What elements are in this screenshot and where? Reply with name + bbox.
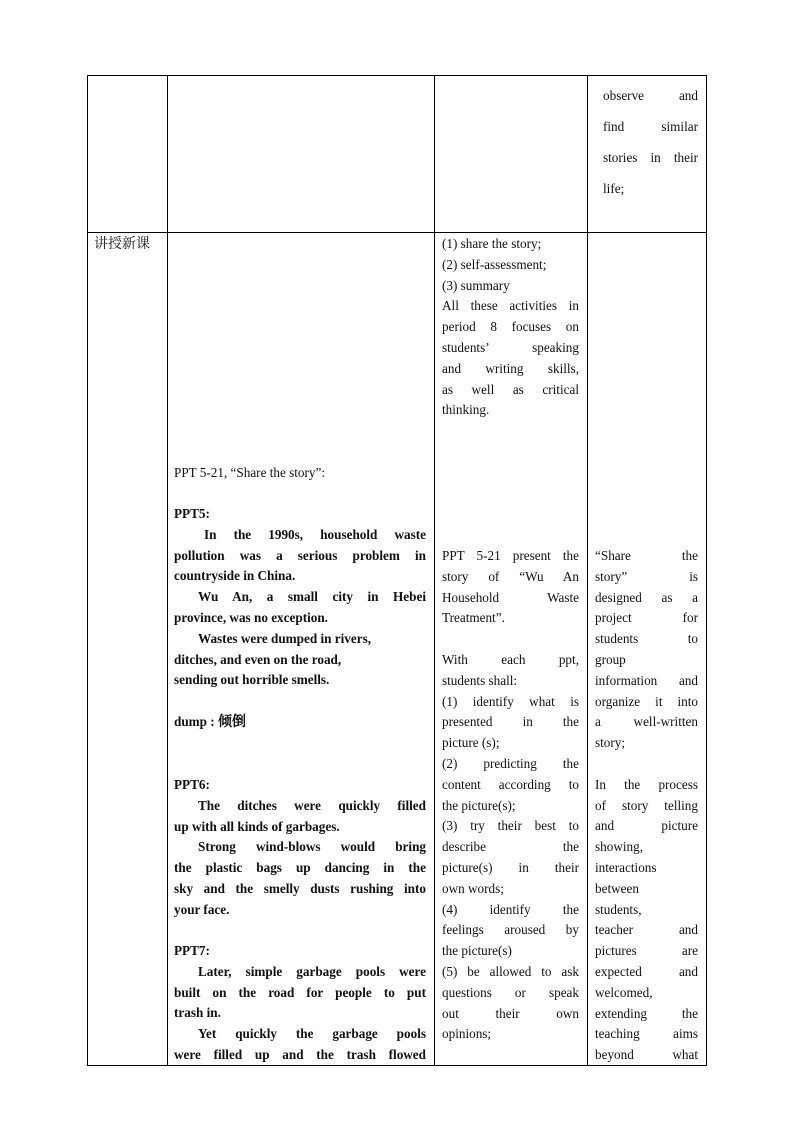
text-line: With each ppt, bbox=[442, 651, 579, 667]
ppt-activities-text bbox=[442, 546, 579, 1045]
text-line: pollution was a serious problem in bbox=[174, 547, 426, 563]
text-line: stories in their bbox=[603, 150, 698, 165]
text-line: feelings aroused by bbox=[442, 922, 579, 938]
text-line: and picture bbox=[595, 818, 698, 834]
text-line: (2) self-assessment; bbox=[442, 256, 547, 272]
text-line: teacher and bbox=[595, 922, 698, 938]
text-line: project for bbox=[595, 610, 698, 626]
text-line: as well as critical bbox=[442, 381, 579, 397]
text-line: between bbox=[595, 880, 639, 896]
text-line: Later, simple garbage pools were bbox=[198, 963, 426, 979]
text-line: students to bbox=[595, 631, 698, 647]
ppt6-block bbox=[174, 775, 426, 921]
ppt7-block bbox=[174, 941, 426, 1066]
text-line: interactions bbox=[595, 859, 657, 875]
text-line: Wastes were dumped in rivers, bbox=[198, 630, 372, 646]
text-line: (4) identify the bbox=[442, 901, 579, 917]
text-line: students’ speaking bbox=[442, 339, 579, 355]
text-line: information and bbox=[595, 672, 698, 688]
text-line: picture (s); bbox=[442, 735, 500, 751]
text-line: beyond what bbox=[595, 1047, 698, 1063]
table-left-border bbox=[87, 75, 88, 1066]
text-line: “Share the bbox=[595, 548, 698, 563]
text-line: and writing skills, bbox=[442, 360, 579, 376]
section-label: 讲授新课 bbox=[94, 236, 150, 252]
text-line: presented in the bbox=[442, 714, 579, 730]
text-line: pictures are bbox=[595, 943, 698, 959]
ppt7-title: PPT7: bbox=[174, 943, 210, 958]
text-line: students, bbox=[595, 901, 642, 917]
text-line: welcomed, bbox=[595, 984, 653, 1000]
text-line: were filled up and the trash flowed bbox=[174, 1046, 426, 1062]
text-line: In the 1990s, household waste bbox=[204, 526, 426, 542]
text-line: story of “Wu An bbox=[442, 568, 579, 584]
text-line: of story telling bbox=[595, 797, 698, 813]
text-line: the picture(s); bbox=[442, 797, 516, 813]
ppt6-title: PPT6: bbox=[174, 777, 210, 792]
table-right-border bbox=[706, 75, 707, 1066]
text-line: Household Waste bbox=[442, 589, 579, 605]
table-top-border bbox=[87, 75, 707, 76]
text-line: countryside in China. bbox=[174, 568, 296, 584]
text-line: out their own bbox=[442, 1005, 579, 1021]
text-line: group bbox=[595, 651, 626, 667]
text-line: teaching aims bbox=[595, 1026, 698, 1042]
vocab-meaning: 倾倒 bbox=[217, 714, 246, 730]
text-line: Strong wind-blows would bring bbox=[198, 839, 426, 855]
text-line: content according to bbox=[442, 776, 579, 792]
text-line: up with all kinds of garbages. bbox=[174, 818, 340, 834]
ppt5-block bbox=[174, 504, 426, 691]
table-col-divider-1 bbox=[167, 75, 168, 1066]
text-line: the plastic bags up dancing in the bbox=[174, 860, 426, 876]
table-row-divider bbox=[87, 232, 707, 233]
text-line: built on the road for people to put bbox=[174, 984, 426, 1000]
text-line: picture(s) in their bbox=[442, 859, 579, 875]
text-line: (3) summary bbox=[442, 277, 510, 293]
text-line: period 8 focuses on bbox=[442, 319, 579, 335]
text-line: (1) identify what is bbox=[442, 693, 579, 709]
text-line: trash in. bbox=[174, 1005, 221, 1021]
text-line: describe the bbox=[442, 839, 579, 855]
text-line: a well-written bbox=[595, 714, 698, 730]
text-line: All these activities in bbox=[442, 298, 579, 314]
text-line: find similar bbox=[603, 119, 698, 134]
text-line: PPT 5-21 present the bbox=[442, 548, 579, 563]
activities-list bbox=[442, 234, 579, 421]
text-line: province, was no exception. bbox=[174, 609, 328, 625]
text-line: In the process bbox=[595, 776, 698, 792]
ppt5-title: PPT5: bbox=[174, 506, 210, 521]
text-line: (5) be allowed to ask bbox=[442, 963, 579, 979]
text-line: (1) share the story; bbox=[442, 236, 542, 251]
text-line: sending out horrible smells. bbox=[174, 672, 330, 688]
table-col-divider-3 bbox=[587, 75, 588, 1066]
text-line: life; bbox=[603, 181, 625, 196]
text-line: The ditches were quickly filled bbox=[198, 797, 426, 813]
vocab-note bbox=[174, 712, 246, 733]
table-col-divider-2 bbox=[434, 75, 435, 1066]
text-line: your face. bbox=[174, 901, 230, 917]
text-line: Yet quickly the garbage pools bbox=[198, 1026, 426, 1042]
text-line: story; bbox=[595, 735, 626, 751]
row1-col4-text bbox=[603, 80, 698, 204]
text-line: extending the bbox=[595, 1005, 698, 1021]
text-line: sky and the smelly dusts rushing into bbox=[174, 880, 426, 896]
text-line: own words; bbox=[442, 880, 504, 896]
text-line: designed as a bbox=[595, 589, 698, 605]
vocab-word: dump : bbox=[174, 714, 215, 729]
spacer-line bbox=[595, 754, 698, 775]
text-line: ditches, and even on the road, bbox=[174, 651, 342, 667]
row2-col4-text bbox=[595, 546, 698, 1066]
text-line: Treatment”. bbox=[442, 610, 505, 626]
text-line: Wu An, a small city in Hebei bbox=[198, 589, 426, 605]
spacer-line bbox=[442, 629, 579, 650]
text-line: observe and bbox=[603, 88, 698, 103]
text-line: showing, bbox=[595, 839, 643, 855]
text-line: (2) predicting the bbox=[442, 755, 579, 771]
text-line: story” is bbox=[595, 568, 698, 584]
text-line: opinions; bbox=[442, 1026, 492, 1042]
ppt-heading: PPT 5-21, “Share the story”: bbox=[174, 465, 326, 480]
text-line: (3) try their best to bbox=[442, 818, 579, 834]
text-line: the picture(s) bbox=[442, 943, 512, 959]
text-line: expected and bbox=[595, 963, 698, 979]
text-line: organize it into bbox=[595, 693, 698, 709]
text-line: students shall: bbox=[442, 672, 518, 688]
text-line: thinking. bbox=[442, 402, 490, 418]
text-line: questions or speak bbox=[442, 984, 579, 1000]
